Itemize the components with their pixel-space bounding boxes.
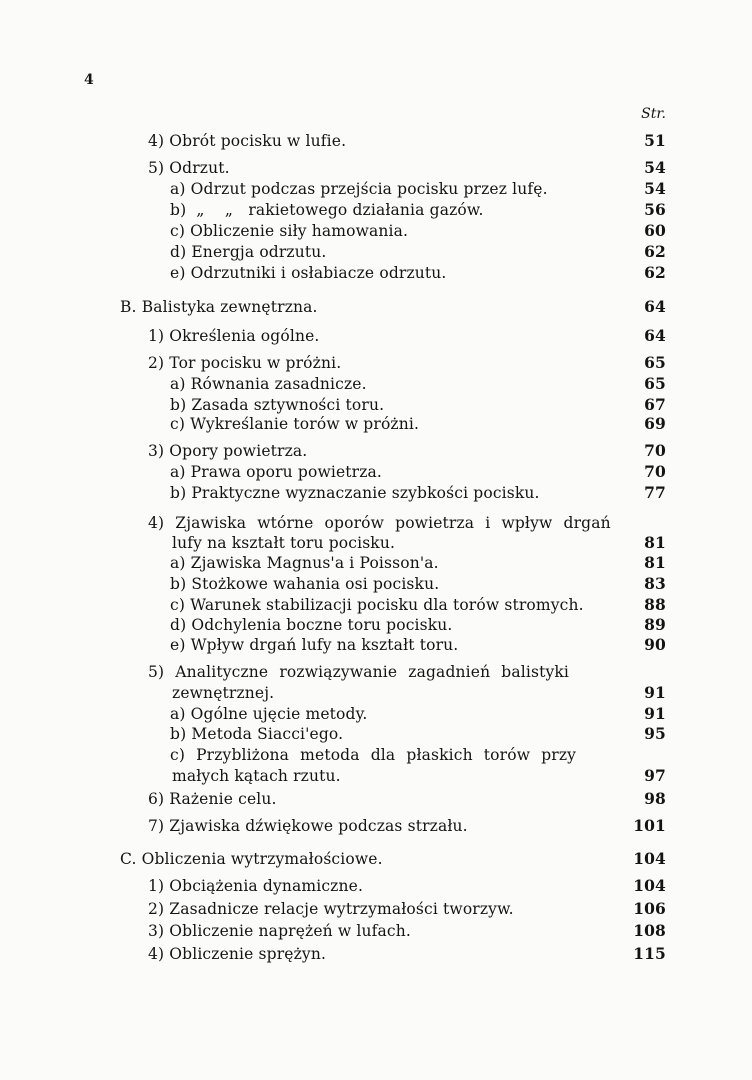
- toc-entry: [0, 634, 752, 656]
- toc-entry-title: 7) Zjawiska dźwiękowe podczas strzału.: [148, 817, 468, 835]
- toc-entry: [0, 512, 752, 534]
- toc-entry: [0, 552, 752, 574]
- page-column-header: Str.: [641, 106, 666, 122]
- toc-entry-title: d) Energja odrzutu.: [170, 243, 327, 261]
- toc-entry-title: 3) Opory powietrza.: [148, 442, 308, 460]
- toc-entry-page: 98: [644, 789, 666, 808]
- toc-entry: [0, 373, 752, 395]
- toc-entry-page: 104: [633, 849, 666, 868]
- toc-entry-title: B. Balistyka zewnętrzna.: [120, 298, 318, 316]
- toc-entry-title: e) Odrzutniki i osłabiacze odrzutu.: [170, 264, 447, 282]
- toc-entry-page: 106: [633, 899, 666, 918]
- toc-entry-page: 108: [633, 921, 666, 940]
- toc-entry-title: 5) Analityczne rozwiązywanie zagadnień balistyki: [148, 663, 570, 681]
- toc-entry: [0, 703, 752, 725]
- toc-entry-page: 60: [644, 221, 666, 240]
- toc-entry-page: 83: [644, 574, 666, 593]
- toc-entry: [0, 765, 752, 787]
- toc-entry-title: e) Wpływ drgań lufy na kształt toru.: [170, 636, 459, 654]
- toc-entry-page: 70: [644, 462, 666, 481]
- toc-entry-title: c) Wykreślanie torów w próżni.: [170, 415, 420, 433]
- toc-entry-page: 91: [644, 683, 666, 702]
- toc-entry-page: 115: [633, 944, 666, 963]
- toc-entry-title: c) Warunek stabilizacji pocisku dla torów stromych.: [170, 596, 584, 614]
- toc-entry: [0, 262, 752, 284]
- toc-entry-title: zewnętrznej.: [172, 684, 275, 702]
- toc-entry-title: b) Stożkowe wahania osi pocisku.: [170, 575, 440, 593]
- toc-entry-title: 2) Tor pocisku w próżni.: [148, 354, 342, 372]
- toc-entry: [0, 723, 752, 745]
- toc-entry-page: 64: [644, 297, 666, 316]
- toc-entry-title: c) Obliczenie siły hamowania.: [170, 222, 409, 240]
- toc-entry-title: b) Metoda Siacci'ego.: [170, 725, 344, 743]
- toc-entry-page: 65: [644, 353, 666, 372]
- toc-entry: [0, 461, 752, 483]
- toc-section: [0, 296, 752, 318]
- toc-entry: [0, 325, 752, 347]
- toc-entry: [0, 943, 752, 965]
- toc-entry-page: 77: [644, 483, 666, 502]
- toc-entry-page: 90: [644, 635, 666, 654]
- toc-entry-title: 4) Obliczenie sprężyn.: [148, 945, 327, 963]
- toc-entry-title: C. Obliczenia wytrzymałościowe.: [120, 850, 383, 868]
- toc-entry-title: 4) Zjawiska wtórne oporów powietrza i wpływ drgań: [148, 514, 611, 532]
- toc-entry: [0, 532, 752, 554]
- toc-entry: [0, 413, 752, 435]
- page-number: 4: [84, 72, 94, 88]
- toc-entry-page: 95: [644, 724, 666, 743]
- toc-entry: [0, 898, 752, 920]
- toc-entry: [0, 614, 752, 636]
- toc-entry-page: 91: [644, 704, 666, 723]
- toc-entry-title: b) „ „ rakietowego działania gazów.: [170, 201, 484, 219]
- toc-entry-title: 2) Zasadnicze relacje wytrzymałości tworzyw.: [148, 900, 514, 918]
- toc-entry-page: 65: [644, 374, 666, 393]
- toc-entry-page: 54: [644, 158, 666, 177]
- toc-entry-title: a) Prawa oporu powietrza.: [170, 463, 383, 481]
- toc-entry: [0, 920, 752, 942]
- toc-entry: [0, 744, 752, 766]
- toc-entry: [0, 661, 752, 683]
- toc-entry: [0, 482, 752, 504]
- toc-entry-title: 3) Obliczenie naprężeń w lufach.: [148, 922, 411, 940]
- toc-entry-page: 81: [644, 533, 666, 552]
- toc-entry-page: 51: [644, 131, 666, 150]
- toc-entry-page: 62: [644, 263, 666, 282]
- toc-entry-title: 5) Odrzut.: [148, 159, 230, 177]
- toc-entry-title: małych kątach rzutu.: [172, 767, 341, 785]
- toc-entry: [0, 594, 752, 616]
- toc-entry: [0, 199, 752, 221]
- toc-entry-title: 4) Obrót pocisku w lufie.: [148, 132, 347, 150]
- toc-entry-title: 6) Rażenie celu.: [148, 790, 277, 808]
- toc-entry-title: a) Odrzut podczas przejścia pocisku przez lufę.: [170, 180, 548, 198]
- toc-entry-page: 97: [644, 766, 666, 785]
- toc-section: [0, 848, 752, 870]
- toc-entry-page: 64: [644, 326, 666, 345]
- toc-entry-page: 56: [644, 200, 666, 219]
- toc-entry-title: d) Odchylenia boczne toru pocisku.: [170, 616, 453, 634]
- toc-entry: [0, 220, 752, 242]
- toc-entry-page: 89: [644, 615, 666, 634]
- toc-entry-title: a) Zjawiska Magnus'a i Poisson'a.: [170, 554, 439, 572]
- toc-entry: [0, 352, 752, 374]
- toc-entry-title: c) Przybliżona metoda dla płaskich torów przy: [170, 746, 577, 764]
- toc-entry: [0, 178, 752, 200]
- toc-entry-title: 1) Określenia ogólne.: [148, 327, 320, 345]
- toc-entry: [0, 241, 752, 263]
- toc-entry: [0, 815, 752, 837]
- toc-entry: [0, 130, 752, 152]
- toc-entry: [0, 157, 752, 179]
- toc-entry-page: 101: [633, 816, 666, 835]
- toc-entry-title: lufy na kształt toru pocisku.: [172, 534, 396, 552]
- toc-entry-page: 70: [644, 441, 666, 460]
- toc-entry-title: a) Równania zasadnicze.: [170, 375, 367, 393]
- toc-entry-title: a) Ogólne ujęcie metody.: [170, 705, 368, 723]
- toc-entry-page: 104: [633, 876, 666, 895]
- toc-entry: [0, 788, 752, 810]
- toc-entry-page: 88: [644, 595, 666, 614]
- toc-entry: [0, 573, 752, 595]
- toc-entry-page: 62: [644, 242, 666, 261]
- toc-entry-page: 69: [644, 414, 666, 433]
- toc-entry: [0, 440, 752, 462]
- toc-entry: [0, 682, 752, 704]
- toc-entry-title: 1) Obciążenia dynamiczne.: [148, 877, 364, 895]
- toc-entry-page: 54: [644, 179, 666, 198]
- toc-entry: [0, 875, 752, 897]
- toc-entry-page: 81: [644, 553, 666, 572]
- toc-entry-page: 67: [644, 395, 666, 414]
- toc-entry-title: b) Praktyczne wyznaczanie szybkości pocisku.: [170, 484, 540, 502]
- toc-entry-title: b) Zasada sztywności toru.: [170, 396, 385, 414]
